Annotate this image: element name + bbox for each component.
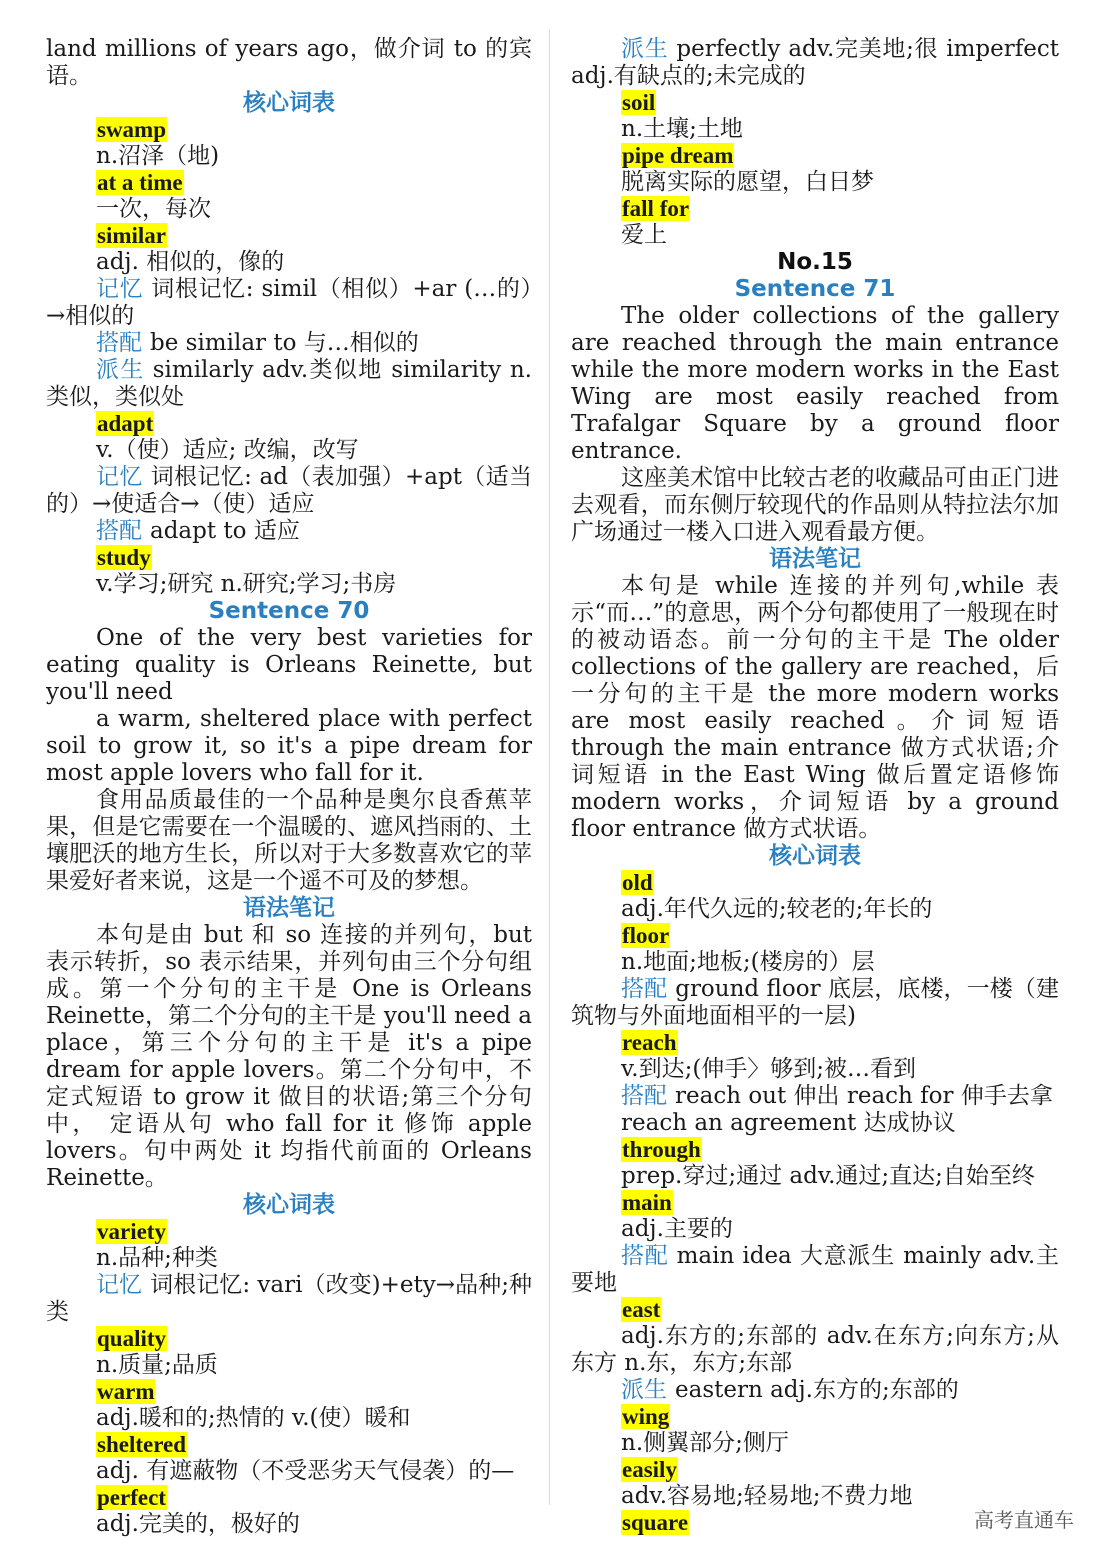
sentence-english-continued: a warm, sheltered place with perfect soil to grow it, so it's a pipe dream for most apple lovers who fall for it. [46, 706, 532, 786]
vocab-word: old [622, 870, 653, 895]
derivation-note: 派生 similarly adv.类似地 similarity n.类似，类似处 [46, 357, 532, 410]
collocation-note: 搭配 adapt to 适应 [96, 518, 300, 544]
memory-note: 记忆 词根记忆: vari（改变)+ety→品种;种类 [46, 1272, 533, 1325]
vocab-word: perfect [97, 1485, 166, 1510]
sentence-translation: 这座美术馆中比较古老的收藏品可由正门进去观看，而东侧厅较现代的作品则从特拉法尔加广场通过一楼入口进入观看最方便。 [571, 465, 1059, 545]
grammar-header: 语法笔记 [243, 895, 335, 921]
memory-note: 记忆 词根记忆: simil（相似）+ar (…的）→相似的 [46, 276, 532, 329]
collocation-note: 搭配 main idea 大意派生 mainly adv.主要地 [571, 1243, 1060, 1296]
vocab-word: pipe dream [622, 143, 734, 168]
vocab-word: square [622, 1510, 689, 1535]
vocab-definition: v.学习;研究 n.研究;学习;书房 [96, 571, 397, 597]
collocation-note: 搭配 reach out 伸出 reach for 伸手去拿 [621, 1083, 1053, 1109]
vocab-word: sheltered [97, 1432, 187, 1457]
sentence-english: One of the very best varieties for eating quality is Orleans Reinette, but you'll need [46, 625, 532, 705]
vocab-definition: prep.穿过;通过 adv.通过;直达;自始至终 [621, 1163, 1035, 1189]
vocab-definition: adv.容易地;轻易地;不费力地 [621, 1483, 913, 1509]
vocab-definition: adj.完美的，极好的 [96, 1511, 300, 1537]
vocab-definition: 脱离实际的愿望，白日梦 [621, 169, 874, 195]
collocation-note: 搭配 be similar to 与…相似的 [96, 330, 419, 356]
vocab-word: adapt [97, 411, 154, 436]
collocation-note-continued: reach an agreement 达成协议 [621, 1110, 956, 1136]
grammar-note: 本句是 while 连接的并列句,while 表示“而…”的意思，两个分句都使用了一般现在时的被动语态。前一分句的主干是 The older collections of the gallery are reached，后一分句的主干是 the more modern works are most easily reached。介词短语 through the main entrance 做方式状语;介词短语 in the East Wing 做后置定语修饰 modern works，介词短语 by a ground floor entrance 做方式状语。 [571, 573, 1059, 842]
vocab-word: floor [622, 923, 670, 948]
vocab-header: 核心词表 [769, 843, 861, 869]
vocab-header: 核心词表 [243, 1192, 335, 1218]
vocab-word: quality [97, 1326, 167, 1351]
sentence-header: Sentence 71 [734, 276, 896, 302]
grammar-note: 本句是由 but 和 so 连接的并列句，but 表示转折，so 表示结果，并列句由三个分句组成。第一个分句的主干是 One is Orleans Reinette，第二个分句的主干是 you'll need a place，第三个分句的主干是 it's a pipe dream for apple lovers。第二个分句中，不定式短语 to grow it 做目的状语;第三个分句中， 定语从句 who fall for it 修饰 apple lovers。句中两处 it 均指代前面的 Orleans Reinette。 [46, 922, 532, 1191]
vocab-header: 核心词表 [243, 90, 335, 116]
vocab-definition: n.品种;种类 [96, 1245, 218, 1271]
sentence-header: Sentence 70 [208, 598, 370, 624]
vocab-word: swamp [97, 117, 167, 142]
grammar-header: 语法笔记 [769, 546, 861, 572]
vocab-word: through [622, 1137, 701, 1162]
lesson-number: No.15 [777, 249, 853, 275]
vocab-definition: v.（使）适应; 改编，改写 [96, 437, 359, 463]
vocab-definition: n.侧翼部分;侧厅 [621, 1430, 789, 1456]
vocab-word: soil [622, 90, 656, 115]
vocab-word: fall for [622, 196, 690, 221]
collocation-note: 搭配 ground floor 底层，底楼，一楼（建筑物与外面地面相平的一层) [571, 976, 1059, 1029]
vocab-definition: adj.主要的 [621, 1216, 733, 1242]
derivation-note: 派生 perfectly adv.完美地;很 imperfect adj.有缺点的;未完成的 [571, 36, 1059, 89]
vocab-definition: adj.年代久远的;较老的;年长的 [621, 896, 933, 922]
vocab-definition: n.沼泽（地) [96, 143, 220, 169]
vocab-word: easily [622, 1457, 677, 1482]
vocab-definition: adj. 相似的，像的 [96, 249, 285, 275]
sentence-translation: 食用品质最佳的一个品种是奥尔良香蕉苹果，但是它需要在一个温暖的、遮风挡雨的、土壤肥沃的地方生长，所以对于大多数喜欢它的苹果爱好者来说，这是一个遥不可及的梦想。 [46, 787, 532, 894]
vocab-definition: adj.暖和的;热情的 v.(使）暖和 [96, 1405, 411, 1431]
vocab-word: similar [97, 223, 166, 248]
vocab-word: reach [622, 1030, 677, 1055]
footer-watermark: 高考直通车 [974, 1508, 1074, 1532]
vocab-word: east [622, 1297, 661, 1322]
left-column [46, 36, 533, 1537]
vocab-definition: 一次，每次 [96, 196, 211, 222]
vocab-definition: n.土壤;土地 [621, 116, 743, 142]
vocab-word: variety [97, 1219, 166, 1244]
vocab-word: study [97, 545, 151, 570]
vocab-definition: n.地面;地板;(楼房的）层 [621, 949, 875, 975]
vocab-word: wing [622, 1404, 670, 1429]
vocab-definition: adj.东方的;东部的 adv.在东方;向东方;从东方 n.东，东方;东部 [571, 1323, 1059, 1376]
vocab-word: at a time [97, 170, 183, 195]
derivation-note: 派生 eastern adj.东方的;东部的 [621, 1377, 959, 1403]
vocab-word: warm [97, 1379, 155, 1404]
memory-note: 记忆 词根记忆: ad（表加强）+apt（适当的）→使适合→（使）适应 [46, 464, 533, 517]
column-divider [549, 30, 550, 1505]
continuation-line: land millions of years ago，做介词 to 的宾语。 [46, 36, 532, 89]
vocab-definition: n.质量;品质 [96, 1352, 218, 1378]
vocab-definition: adj. 有遮蔽物（不受恶劣天气侵袭）的— [96, 1458, 515, 1484]
vocab-definition: 爱上 [621, 222, 667, 248]
vocab-definition: v.到达;(伸手〉够到;被…看到 [621, 1056, 917, 1082]
vocab-word: main [622, 1190, 672, 1215]
sentence-english: The older collections of the gallery are reached through the main entrance while the more modern works in the East Wing are most easily reached from Trafalgar Square by a ground floor entrance. [571, 303, 1059, 464]
